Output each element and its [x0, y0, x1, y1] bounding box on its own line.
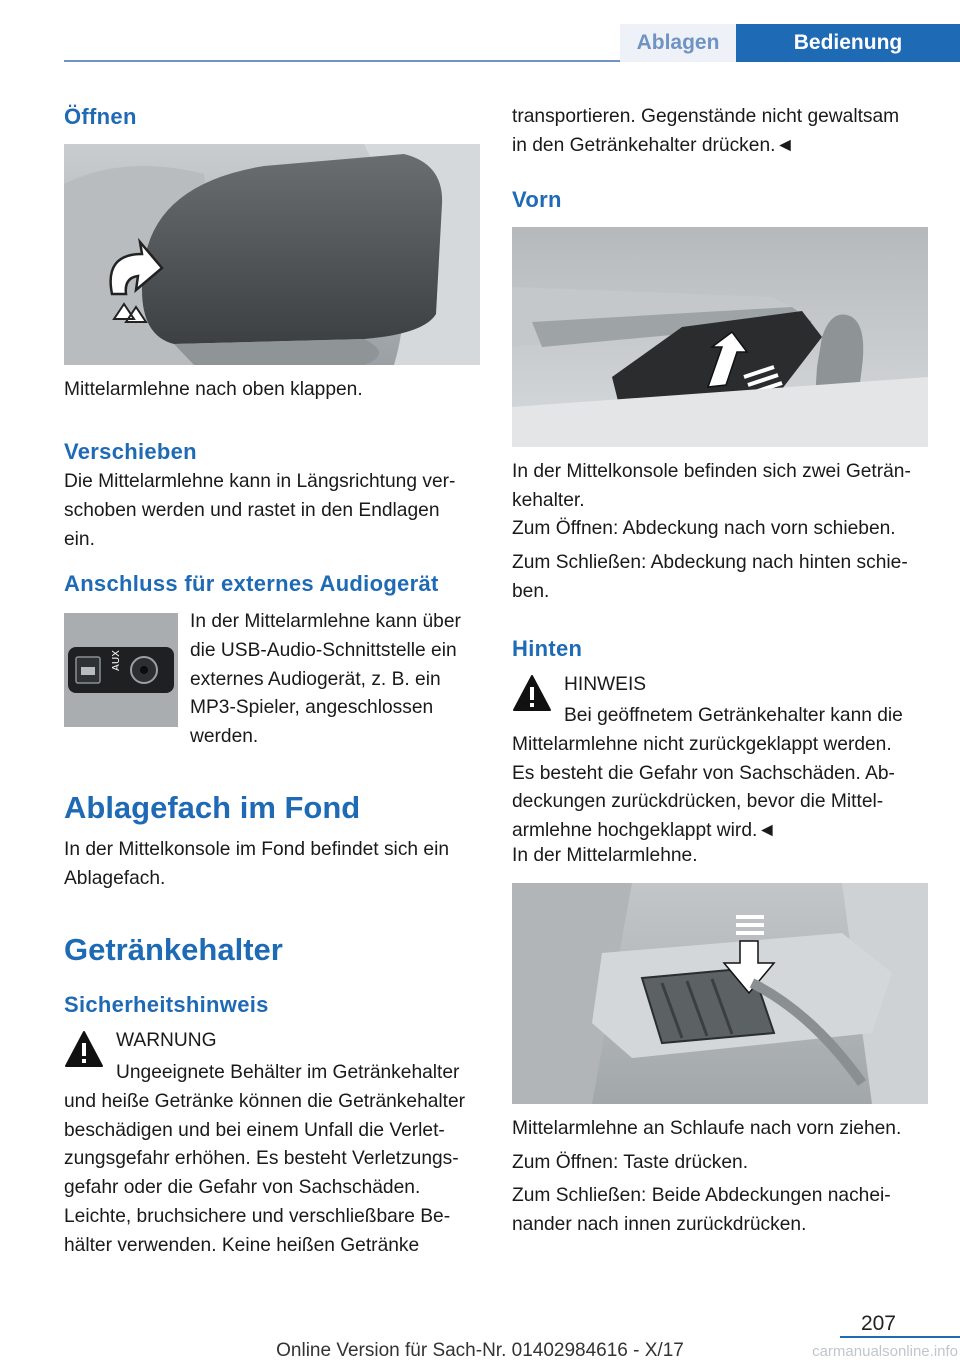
paragraph-fond: In der Mittelkonsole im Fond befindet sich ein Ablagefach.: [64, 839, 450, 889]
image-rear-cupholder: [512, 883, 928, 1104]
warning-text: Ungeeignete Behälter im Getränkehalter und heiße Getränke können die Getränkehalter beschädigen und bei einem Unfall die Verlet‐ zungsgefahr erhöhen. Es besteht Verletzungs‐ gefahr oder die Gefahr von Sachschäden. Leichte, bruchsichere und verschließbare Be‐ hälter verwenden. Keine heißen Getränke: [64, 1062, 466, 1256]
paragraph-anschluss: In der Mittelarmlehne kann über die USB-Audio-Schnittstelle ein externes Audiogerät, z. B. ein MP3-Spieler, angeschlossen werden.: [190, 611, 461, 748]
section-title-sicherheitshinweis: Sicherheitshinweis: [64, 992, 269, 1017]
section-title-verschieben: Verschieben: [64, 439, 197, 464]
image-front-cupholder: [512, 227, 928, 447]
section-title-vorn: Vorn: [512, 187, 562, 212]
paragraph-vorn-2: Zum Öffnen: Abdeckung nach vorn schieben.: [512, 518, 896, 539]
image-armrest-open: [64, 144, 480, 365]
paragraph-hinten-1: Mittelarmlehne an Schlaufe nach vorn ziehen.: [512, 1118, 902, 1139]
header-tab-ablagen[interactable]: Ablagen: [620, 24, 736, 62]
section-title-oeffnen: Öffnen: [64, 104, 137, 129]
section-title-getraenkehalter: Getränkehalter: [64, 932, 283, 967]
header-tab-bedienung[interactable]: Bedienung: [736, 24, 960, 62]
paragraph-verschieben: Die Mittelarmlehne kann in Längsrichtung ver‐ schoben werden und rastet in den Endlagen ein.: [64, 471, 456, 550]
paragraph-vorn-3: Zum Schließen: Abdeckung nach hinten schie‐ ben.: [512, 552, 908, 602]
notice-label: HINWEIS: [564, 674, 647, 695]
watermark: carmanualsonline.info: [812, 1343, 958, 1360]
section-title-anschluss: Anschluss für externes Audiogerät: [64, 571, 439, 596]
aux-label: AUX: [111, 649, 122, 671]
section-title-hinten: Hinten: [512, 636, 583, 661]
footer-online-version: Online Version für Sach-Nr. 01402984616 - X/17: [276, 1340, 684, 1361]
warning-label: WARNUNG: [116, 1030, 217, 1051]
paragraph-continuation: transportieren. Gegenstände nicht gewaltsam in den Getränkehalter drücken.◄: [512, 106, 900, 156]
page-number: 207: [860, 1312, 896, 1335]
section-title-fond: Ablagefach im Fond: [64, 790, 361, 825]
paragraph-vorn-1: In der Mittelkonsole befinden sich zwei Geträn‐ kehalter.: [512, 461, 911, 511]
notice-text: Bei geöffnetem Getränkehalter kann die Mittelarmlehne nicht zurückgeklappt werden. Es besteht die Gefahr von Sachschäden. Ab‐ deckungen zurückdrücken, bevor die Mittel‐ armlehne hochgeklappt wird.◄: [512, 705, 903, 842]
image-usb-aux-port: [64, 613, 178, 727]
paragraph-hinten-3: Zum Schließen: Beide Abdeckungen nachei‐ nander nach innen zurückdrücken.: [512, 1185, 891, 1235]
paragraph-hinten-2: Zum Öffnen: Taste drücken.: [512, 1152, 749, 1173]
caption-oeffnen: Mittelarmlehne nach oben klappen.: [64, 379, 363, 400]
paragraph-mittelarmlehne: In der Mittelarmlehne.: [512, 845, 698, 866]
footer-rule: [840, 1336, 960, 1338]
